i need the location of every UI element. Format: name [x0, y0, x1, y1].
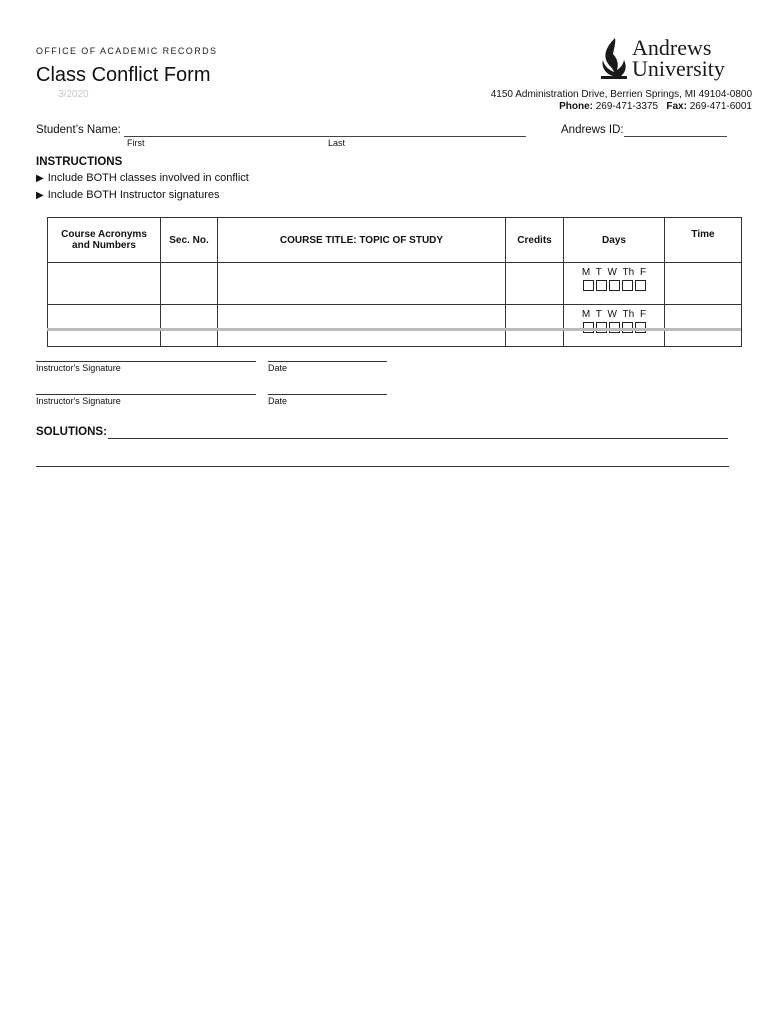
day-letters: M T W Th F: [581, 267, 647, 278]
instruction-item: [36, 172, 249, 184]
logo-text-andrews: Andrews: [632, 35, 712, 60]
section-cell[interactable]: [161, 305, 218, 347]
course-acronym-cell[interactable]: [48, 263, 161, 305]
header-time: Time: [665, 218, 742, 263]
fax-number: 269-471-6001: [689, 101, 752, 112]
university-logo: [599, 34, 734, 84]
triangle-bullet-icon: ▶: [36, 190, 44, 201]
instructions-heading: INSTRUCTIONS: [36, 156, 123, 168]
flame-logo-icon: [599, 36, 629, 80]
date-label: Date: [268, 396, 288, 406]
day-checkbox-t[interactable]: [596, 280, 607, 291]
logo-text-university: University: [632, 56, 725, 81]
signature-date-field[interactable]: [268, 361, 387, 362]
date-label: Date: [268, 363, 288, 373]
section-cell[interactable]: [161, 263, 218, 305]
office-name: OFFICE OF ACADEMIC RECORDS: [36, 46, 218, 56]
instructor-signature-field[interactable]: [36, 394, 256, 395]
header-days: Days: [564, 218, 665, 263]
days-cell: [564, 305, 665, 347]
days-cell: [564, 263, 665, 305]
course-title-cell[interactable]: [218, 263, 506, 305]
solutions-label: SOLUTIONS:: [36, 426, 107, 438]
course-acronym-cell[interactable]: [48, 305, 161, 347]
solutions-field[interactable]: [108, 438, 728, 439]
table-header-row: [48, 218, 742, 263]
time-cell[interactable]: [665, 263, 742, 305]
day-checkbox-m[interactable]: [583, 280, 594, 291]
header-course-line1: Course Acronyms: [61, 229, 147, 240]
instruction-item: [36, 189, 220, 201]
day-letters: M T W Th F: [581, 309, 647, 320]
header-course-acronyms: [48, 218, 161, 263]
table-row: [48, 305, 742, 347]
time-cell[interactable]: [665, 305, 742, 347]
solutions-field-continued[interactable]: [36, 466, 729, 467]
address-block: [491, 89, 752, 113]
day-checkbox-f[interactable]: [635, 280, 646, 291]
header-course-line2: and Numbers: [72, 240, 136, 251]
revision-date: 3/2020: [58, 89, 89, 100]
andrews-id-label: Andrews ID:: [561, 124, 624, 136]
table-row: [48, 263, 742, 305]
student-name-field[interactable]: [124, 136, 526, 137]
day-checkbox-w[interactable]: [609, 280, 620, 291]
table-divider: [47, 328, 741, 331]
address-text: 4150 Administration Drive, Berrien Springs, MI 49104-0800: [490, 89, 752, 100]
contact-line: [491, 101, 752, 113]
phone-label: Phone:: [559, 101, 593, 112]
credits-cell[interactable]: [506, 305, 564, 347]
instruction-text: Include BOTH classes involved in conflict: [47, 172, 249, 184]
instruction-text: Include BOTH Instructor signatures: [47, 189, 220, 201]
phone-number: 269-471-3375: [595, 101, 659, 112]
triangle-bullet-icon: ▶: [36, 173, 44, 184]
header-section: Sec. No.: [161, 218, 218, 263]
header-credits: Credits: [506, 218, 564, 263]
instructor-signature-field[interactable]: [36, 361, 256, 362]
form-title: Class Conflict Form: [36, 64, 211, 86]
credits-cell[interactable]: [506, 263, 564, 305]
andrews-id-field[interactable]: [624, 136, 727, 137]
instructor-signature-label: Instructor's Signature: [36, 363, 121, 373]
student-name-label: Student’s Name:: [36, 124, 121, 136]
instructor-signature-label: Instructor's Signature: [36, 396, 121, 406]
signature-date-field[interactable]: [268, 394, 387, 395]
course-title-cell[interactable]: [218, 305, 506, 347]
header-course-title: COURSE TITLE: TOPIC OF STUDY: [218, 218, 506, 263]
day-checkbox-th[interactable]: [622, 280, 633, 291]
last-name-label: Last: [328, 138, 346, 148]
day-checkboxes: [564, 280, 664, 291]
first-name-label: First: [127, 138, 145, 148]
fax-label: Fax:: [666, 101, 687, 112]
